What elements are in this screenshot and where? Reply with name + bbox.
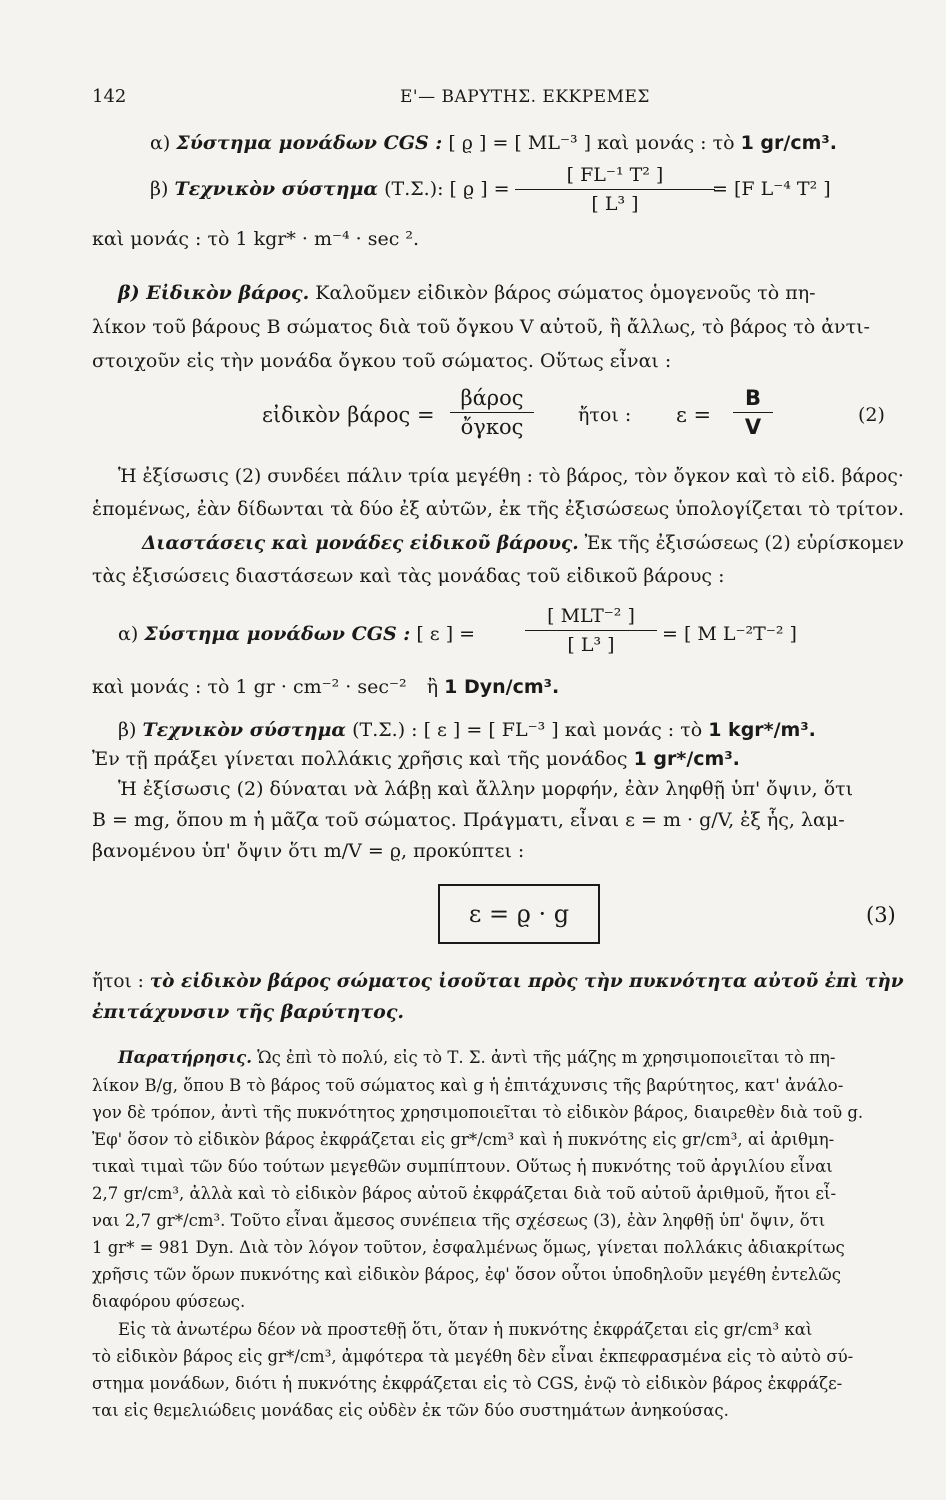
density-cgs-unit: 1 gr/cm³. — [740, 132, 837, 154]
conclusion-text-1: τὸ εἰδικὸν βάρος σώματος ἰσοῦται πρὸς τὴν πυκνότητα αὐτοῦ ἐπὶ τὴν — [149, 970, 904, 992]
dims-tech-unit: 1 kgr*/m³. — [708, 719, 816, 741]
para2-line-2: ἑπομένως, ἐὰν δίδωνται τὰ δύο ἐξ αὐτῶν, ἐκ τῆς ἐξισώσεως ὑπολογίζεται τὸ τρίτον. — [92, 498, 905, 520]
density-cgs-formula: [ ϱ ] = [ ML⁻³ ] καὶ μονάς : τὸ — [448, 132, 735, 154]
dims-cgs-title: Σύστημα μονάδων CGS : — [144, 623, 411, 645]
dims-tech-label: β) — [118, 719, 137, 741]
eq2-denominator: ὄγκος — [460, 415, 524, 439]
eq2-numerator: βάρος — [450, 385, 534, 413]
density-tech-label: β) — [150, 178, 169, 200]
dims-line-1 — [142, 530, 904, 556]
eq2-eps: ε = — [676, 403, 712, 427]
boxed-formula-text: ε = ϱ · g — [468, 900, 570, 928]
dims-cgs-sub: [ ε ] = — [416, 623, 476, 645]
eq2-numerator-b: B — [733, 385, 773, 413]
remark-line-3: γον δὲ τρόπον, ἀντὶ τῆς πυκνότητος χρησιμοποιεῖται τὸ εἰδικὸν βάρος, διαιρεθὲν διὰ τοῦ g. — [92, 1103, 864, 1122]
dims-practice-line — [92, 746, 740, 772]
dims-cgs-unit-dyn: 1 Dyn/cm³. — [444, 676, 560, 698]
dims-tech-line — [118, 717, 816, 743]
conclusion-line-1 — [92, 968, 904, 994]
remark-line-2: λίκον B/g, ὅπου B τὸ βάρος τοῦ σώματος καὶ g ἡ ἐπιτάχυνσις τῆς βαρύτητος, κατ' ἀνάλο- — [92, 1076, 844, 1095]
dims-cgs-numerator: [ MLT⁻² ] — [525, 603, 657, 631]
dims-cgs-unit-line — [92, 674, 559, 700]
remark-line-6: 2,7 gr/cm³, ἀλλὰ καὶ τὸ εἰδικὸν βάρος αὐτοῦ ἐκφράζεται διὰ τοῦ αὐτοῦ ἀριθμοῦ, ἤτοι εἶ- — [92, 1184, 837, 1203]
density-tech-sub: (Τ.Σ.): [ ϱ ] = — [384, 178, 510, 200]
density-tech-line — [150, 176, 510, 202]
eq2-fraction — [450, 385, 534, 440]
dims-cgs-fraction — [525, 603, 657, 658]
para3-line-2: B = mg, ὅπου m ἡ μᾶζα τοῦ σώματος. Πράγματι, εἶναι ε = m · g/V, ἐξ ἧς, λαμ- — [92, 809, 845, 831]
remark-para2-line-3: στημα μονάδων, διότι ἡ πυκνότης ἐκφράζεται εἰς τὸ CGS, ἐνῷ τὸ εἰδικὸν βάρος ἐκφράζε- — [92, 1374, 843, 1393]
specific-weight-line-3: στοιχοῦν εἰς τὴν μονάδα ὄγκου τοῦ σώματος. Οὕτως εἶναι : — [92, 350, 672, 372]
specific-weight-heading: β) Εἰδικὸν βάρος. — [118, 282, 310, 304]
remark-para2-line-2: τὸ εἰδικὸν βάρος εἰς gr*/cm³, ἀμφότερα τὰ μεγέθη δὲν εἶναι ἐκπεφρασμένα εἰς τὸ αὐτὸ σύ- — [92, 1347, 854, 1366]
eq2-denominator-v: V — [744, 415, 762, 439]
density-cgs-title: Σύστημα μονάδων CGS : — [176, 132, 443, 154]
remark-line-10: διαφόρου φύσεως. — [92, 1292, 246, 1311]
eq2-lhs: εἰδικὸν βάρος = — [262, 403, 435, 427]
remark-line-7: ναι 2,7 gr*/cm³. Τοῦτο εἶναι ἄμεσος συνέπεια τῆς σχέσεως (3), ἐὰν ληφθῇ ὑπ' ὄψιν, ὅτι — [92, 1211, 826, 1230]
density-tech-numerator: [ FL⁻¹ T² ] — [515, 162, 715, 190]
para3-line-1: Ἡ ἐξίσωσις (2) δύναται νὰ λάβῃ καὶ ἄλλην μορφήν, ἐὰν ληφθῇ ὑπ' ὄψιν, ὅτι — [118, 778, 854, 800]
dims-tech-rest: (Τ.Σ.) : [ ε ] = [ FL⁻³ ] καὶ μονάς : τὸ — [352, 719, 703, 741]
dims-cgs-label: α) — [118, 623, 139, 645]
boxed-formula — [438, 884, 600, 944]
page-number: 142 — [92, 86, 127, 107]
remark-line-1 — [118, 1046, 835, 1070]
remark-line-8: 1 gr* = 981 Dyn. Διὰ τὸν λόγον τοῦτον, ἐσφαλμένως ὅμως, γίνεται πολλάκις ἀδιακρίτως — [92, 1238, 845, 1257]
density-tech-denominator: [ L³ ] — [591, 193, 639, 215]
eq2-number: (2) — [858, 404, 885, 426]
dims-cgs-unit-or: ἢ — [426, 676, 439, 698]
specific-weight-line-1 — [118, 280, 816, 306]
dims-tech-title: Τεχνικὸν σύστημα — [142, 719, 347, 741]
remark-line-4: Ἐφ' ὅσον τὸ εἰδικὸν βάρος ἐκφράζεται εἰς gr*/cm³ καὶ ἡ πυκνότης εἰς gr/cm³, αἱ ἀριθμη- — [92, 1130, 835, 1149]
para2-line-1: Ἡ ἐξίσωσις (2) συνδέει πάλιν τρία μεγέθη : τὸ βάρος, τὸν ὄγκον καὶ τὸ εἰδ. βάρος· — [118, 465, 904, 487]
conclusion-line-2: ἐπιτάχυνσιν τῆς βαρύτητος. — [92, 1001, 404, 1023]
dims-practice-unit: 1 gr*/cm³. — [633, 748, 740, 770]
dims-line-1-rest: Ἐκ τῆς ἐξισώσεως (2) εὑρίσκομεν — [584, 532, 904, 554]
dims-cgs-unit: καὶ μονάς : τὸ 1 gr · cm⁻² · sec⁻² — [92, 676, 407, 698]
boxed-formula-number: (3) — [866, 903, 896, 927]
density-tech-result: = [F L⁻⁴ T² ] — [712, 178, 831, 200]
eq2-fraction-bv — [733, 385, 773, 440]
remark-heading: Παρατήρησις. — [118, 1048, 252, 1067]
running-title: Ε'— ΒΑΡΥΤΗΣ. ΕΚΚΡΕΜΕΣ — [400, 87, 650, 107]
density-cgs-line — [150, 130, 837, 156]
remark-para2-line-1: Εἰς τὰ ἀνωτέρω δέον νὰ προστεθῇ ὅτι, ὅταν ἡ πυκνότης ἐκφράζεται εἰς gr/cm³ καὶ — [118, 1320, 813, 1339]
density-tech-title: Τεχνικὸν σύστημα — [174, 178, 379, 200]
dims-heading: Διαστάσεις καὶ μονάδες εἰδικοῦ βάρους. — [142, 532, 579, 554]
dims-cgs-denominator: [ L³ ] — [567, 634, 615, 656]
dims-practice-text: Ἐν τῇ πράξει γίνεται πολλάκις χρῆσις καὶ τῆς μονάδος — [92, 748, 628, 770]
density-tech-unit: καὶ μονάς : τὸ 1 kgr* · m⁻⁴ · sec ². — [92, 228, 420, 250]
para3-line-3: βανομένου ὑπ' ὄψιν ὅτι m/V = ϱ, προκύπτει : — [92, 840, 525, 862]
dims-line-2: τὰς ἐξισώσεις διαστάσεων καὶ τὰς μονάδας τοῦ εἰδικοῦ βάρους : — [92, 565, 725, 587]
specific-weight-text-1: Καλοῦμεν εἰδικὸν βάρος σώματος ὁμογενοῦς τὸ πη- — [315, 282, 816, 304]
remark-line-5: τικαὶ τιμαὶ τῶν δύο τούτων μεγεθῶν συμπίπτουν. Οὕτως ἡ πυκνότης τοῦ ἀργιλίου εἶναι — [92, 1157, 833, 1176]
eq2-mid: ἤτοι : — [578, 404, 632, 426]
remark-first: Ὡς ἐπὶ τὸ πολύ, εἰς τὸ Τ. Σ. ἀντὶ τῆς μάζης m χρησιμοποιεῖται τὸ πη- — [257, 1048, 836, 1067]
specific-weight-line-2: λίκον τοῦ βάρους B σώματος διὰ τοῦ ὄγκου V αὐτοῦ, ἢ ἄλλως, τὸ βάρος τὸ ἀντι- — [92, 316, 870, 338]
dims-cgs-line — [118, 621, 475, 647]
density-tech-fraction — [515, 162, 715, 217]
remark-para2-line-4: ται εἰς θεμελιώδεις μονάδας εἰς οὐδὲν ἐκ τῶν δύο συστημάτων ἀνηκούσας. — [92, 1401, 729, 1420]
remark-line-9: χρῆσις τῶν ὅρων πυκνότης καὶ εἰδικὸν βάρος, ἐφ' ὅσον οὗτοι ὑποδηλοῦν μεγέθη ἐντελῶς — [92, 1265, 841, 1284]
dims-cgs-result: = [ M L⁻²T⁻² ] — [662, 623, 797, 645]
conclusion-prefix: ἤτοι : — [92, 970, 144, 992]
density-cgs-label: α) — [150, 132, 171, 154]
